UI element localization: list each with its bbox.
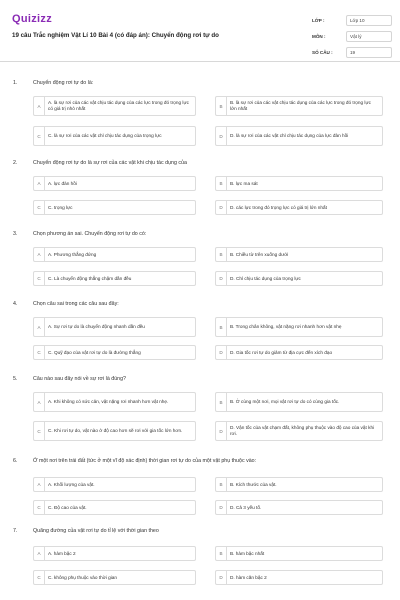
option-letter: A (34, 97, 45, 115)
answer-option-c[interactable] (33, 126, 196, 146)
option-letter: A (34, 547, 45, 560)
option-letter: C (34, 201, 45, 214)
answer-option-d[interactable] (215, 421, 383, 441)
option-text: C. Quỹ đạo của vật rơi tự do là đường thẳng (48, 349, 141, 355)
question-text: Quãng đường của vật rơi tự do tỉ lệ với thời gian theo (33, 528, 159, 534)
option-letter: B (216, 97, 227, 115)
option-text: A. Phương thẳng đứng (48, 251, 97, 257)
option-letter: A (34, 177, 45, 190)
option-text: B. Kích thước của vật. (230, 481, 277, 487)
option-letter: B (216, 248, 227, 261)
answer-option-d[interactable] (215, 271, 383, 286)
answer-option-c[interactable] (33, 421, 196, 441)
question-number: 2. (13, 160, 18, 166)
answer-option-b[interactable] (215, 546, 383, 561)
option-text: A. Sự rơi tự do là chuyển động nhanh dần đều (48, 324, 145, 329)
option-letter: D (216, 272, 227, 285)
option-text: D. Vận tốc của vật chạm đất, không phụ thuộc vào độ cao của vật khi rơi. (230, 425, 375, 436)
question-text: Câu nào sau đây nói về sự rơi là đúng? (33, 376, 127, 382)
meta-row-subject (312, 29, 392, 43)
option-text: C. Độ cao của vật. (48, 504, 87, 510)
meta-box (312, 13, 392, 61)
question-number: 4. (13, 301, 18, 307)
option-text: D. Chỉ chịu tác dụng của trọng lực (230, 275, 301, 281)
option-text: D. hàm căn bậc 2 (230, 574, 267, 580)
option-letter: B (216, 393, 227, 411)
answer-option-a[interactable] (33, 247, 196, 262)
answer-option-a[interactable] (33, 392, 196, 412)
meta-row-count (312, 45, 392, 59)
meta-value-class: Lớp 10 (346, 15, 392, 26)
option-text: B. lực ma sát (230, 180, 258, 186)
answer-option-c[interactable] (33, 500, 196, 515)
question-text: Chọn câu sai trong các câu sau đây: (33, 301, 119, 307)
answer-option-b[interactable] (215, 176, 383, 191)
option-letter: B (216, 318, 227, 336)
option-text: B. Ở cùng một nơi, mọi vật rơi tự do có cùng gia tốc. (230, 399, 340, 404)
question-text: Chọn phương án sai. Chuyển động rơi tự do có: (33, 231, 147, 237)
option-letter: C (34, 422, 45, 440)
question-text: Chuyển động rơi tự do là sự rơi của các vật khi chịu tác dụng của (33, 160, 187, 166)
answer-option-b[interactable] (215, 392, 383, 412)
answer-option-d[interactable] (215, 570, 383, 585)
option-letter: B (216, 478, 227, 491)
option-text: D. Cả 3 yếu tố. (230, 504, 262, 510)
option-text: A. lực đàn hồi (48, 180, 77, 186)
quizizz-logo: Quizizz (12, 13, 52, 25)
option-letter: A (34, 478, 45, 491)
option-letter: C (34, 272, 45, 285)
meta-label: LỚP : (312, 17, 325, 23)
meta-label: MÔN : (312, 33, 326, 39)
answer-option-b[interactable] (215, 477, 383, 492)
option-letter: C (34, 571, 45, 584)
answer-option-c[interactable] (33, 345, 196, 360)
answer-option-c[interactable] (33, 570, 196, 585)
option-letter: C (34, 127, 45, 145)
option-text: A. là sự rơi của các vật chịu tác dụng của các lực trong đó trọng lực có giá trị nhỏ nhất (48, 100, 189, 111)
option-letter: D (216, 127, 227, 145)
option-text: B. Chiều từ trên xuống dưới (230, 251, 289, 257)
question-number: 5. (13, 376, 18, 382)
question-text: Chuyển động rơi tự do là: (33, 80, 94, 86)
option-text: C. Khi rơi tự do, vật nào ở độ cao hơn sẽ rơi với gia tốc lớn hơn. (48, 428, 183, 433)
answer-option-d[interactable] (215, 200, 383, 215)
question-number: 6. (13, 458, 18, 464)
option-text: C. là sự rơi của các vật chỉ chịu tác dụng của trọng lực (48, 133, 162, 138)
option-text: C. Là chuyển động thẳng chậm dần đều (48, 275, 132, 281)
option-text: C. trọng lực (48, 204, 73, 210)
question-number: 1. (13, 80, 18, 86)
option-letter: B (216, 547, 227, 560)
option-text: D. là sự rơi của các vật chỉ chịu tác dụng của lực đàn hồi (230, 133, 349, 138)
option-letter: A (34, 248, 45, 261)
answer-option-d[interactable] (215, 345, 383, 360)
meta-row-class (312, 13, 392, 27)
answer-option-c[interactable] (33, 200, 196, 215)
option-text: D. các lực trong đó trọng lực có giá trị lớn nhất (230, 204, 327, 210)
page-title: 19 câu Trắc nghiệm Vật Lí 10 Bài 4 (có đáp án): Chuyển động rơi tự do (12, 32, 219, 39)
option-text: B. Trong chân không, vật nặng rơi nhanh hơn vật nhẹ (230, 324, 342, 329)
option-text: B. là sự rơi của các vật chịu tác dụng của các lực trong đó trọng lực lớn nhất (230, 100, 371, 111)
option-letter: D (216, 346, 227, 359)
answer-option-a[interactable] (33, 96, 196, 116)
option-letter: C (34, 346, 45, 359)
option-letter: A (34, 318, 45, 336)
answer-option-d[interactable] (215, 126, 383, 146)
answer-option-a[interactable] (33, 546, 196, 561)
option-letter: C (34, 501, 45, 514)
question-number: 7. (13, 528, 18, 534)
answer-option-d[interactable] (215, 500, 383, 515)
option-text: A. Khối lượng của vật. (48, 481, 95, 487)
option-letter: D (216, 422, 227, 440)
question-text: Ở một nơi trên trái đất (tức ở một vĩ độ xác định) thời gian rơi tự do của một vật phụ thuộc vào: (33, 458, 257, 464)
option-letter: D (216, 201, 227, 214)
answer-option-c[interactable] (33, 271, 196, 286)
option-text: A. hàm bậc 2 (48, 550, 76, 556)
answer-option-a[interactable] (33, 477, 196, 492)
meta-label: SỐ CÂU : (312, 49, 333, 55)
answer-option-b[interactable] (215, 247, 383, 262)
meta-value-subject: Vật lý (346, 31, 392, 42)
worksheet-header (0, 0, 400, 62)
answer-option-b[interactable] (215, 317, 383, 337)
option-letter: D (216, 571, 227, 584)
option-letter: B (216, 177, 227, 190)
answer-option-a[interactable] (33, 176, 196, 191)
option-text: C. không phụ thuộc vào thời gian (48, 574, 118, 580)
option-letter: A (34, 393, 45, 411)
option-letter: D (216, 501, 227, 514)
option-text: D. Gia tốc rơi tự do giảm từ địa cực đến xích đạo (230, 349, 333, 355)
answer-option-a[interactable] (33, 317, 196, 337)
option-text: A. Khi không có sức cản, vật nặng rơi nhanh hơn vật nhẹ. (48, 399, 169, 404)
question-number: 3. (13, 231, 18, 237)
meta-value-count: 19 (346, 47, 392, 58)
option-text: B. hàm bậc nhất (230, 550, 265, 556)
answer-option-b[interactable] (215, 96, 383, 116)
